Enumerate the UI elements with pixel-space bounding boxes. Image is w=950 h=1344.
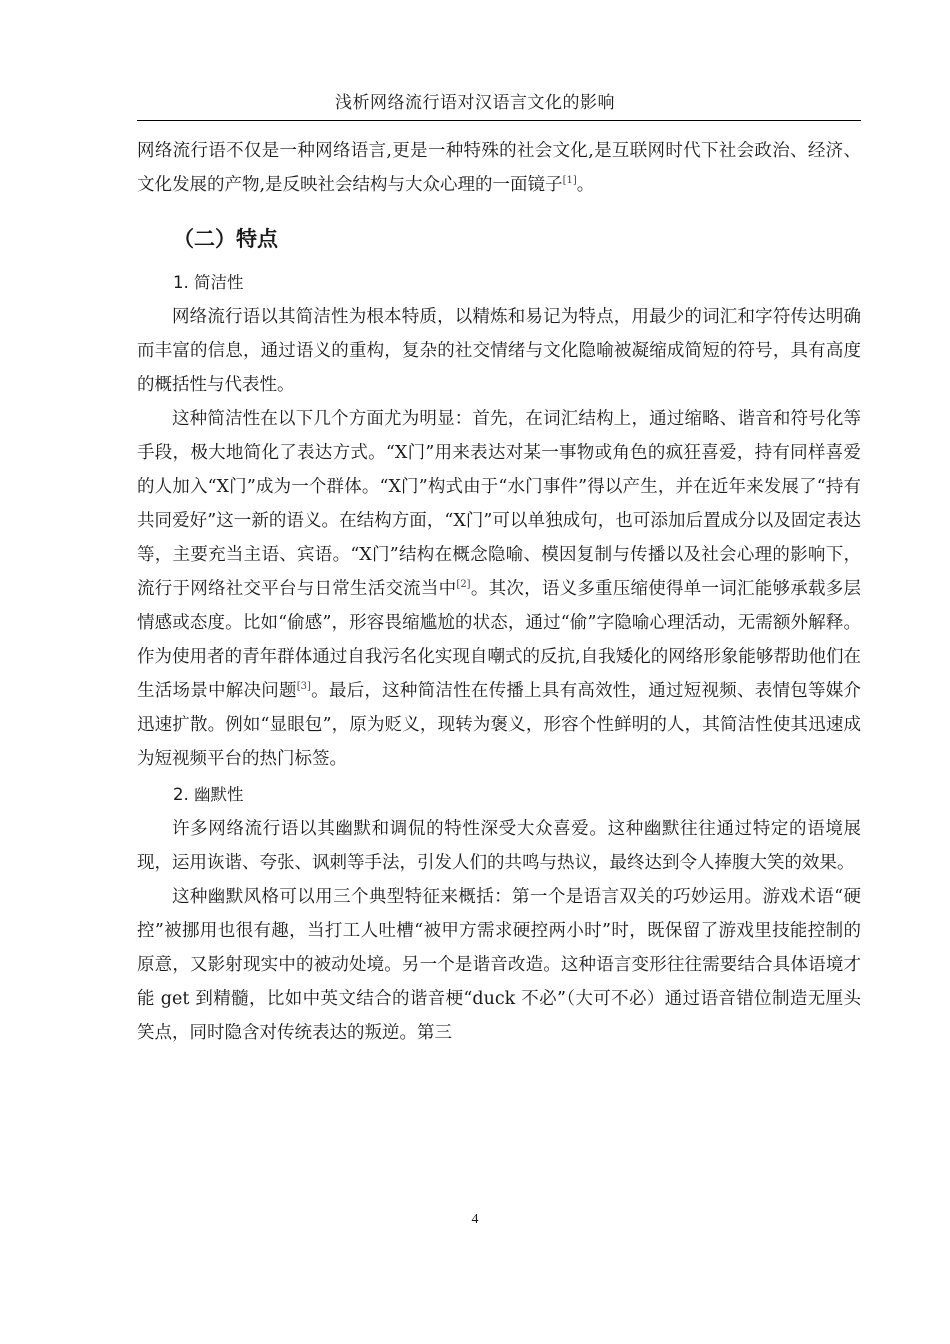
page-body (137, 134, 861, 1050)
conciseness-text-a: 这种简洁性在以下几个方面尤为明显：首先，在词汇结构上，通过缩略、谐音和符号化等手段，极大地简化了表达方式。“X门”用来表达对某一事物或角色的疯狂喜爱，持有同样喜爱的人加入“X门”成为一个群体。“X门”构式由于“水门事件”得以产生，并在近年来发展了“持有共同爱好”这一新的语义。在结构方面，“X门”可以单独成句，也可添加后置成分以及固定表达等，主要充当主语、宾语。“X门”结构在概念隐喻、模因复制与传播以及社会心理的影响下，流行于网络社交平台与日常生活交流当中 (137, 409, 861, 599)
conciseness-paragraph-2 (137, 402, 861, 776)
subheading-conciseness: 1. 简洁性 (173, 273, 244, 292)
humor-paragraph-1: 许多网络流行语以其幽默和调侃的特性深受大众喜爱。这种幽默往往通过特定的语境展现，运用诙谐、夸张、讽刺等手法，引发人们的共鸣与热议，最终达到令人捧腹大笑的效果。 (137, 819, 861, 873)
citation-3: [3] (296, 681, 311, 692)
page-number: 4 (471, 1212, 479, 1227)
conciseness-text-c: 。最后，这种简洁性在传播上具有高效性，通过短视频、表情包等媒介迅速扩散。例如“显眼包”，原为贬义，现转为褒义，形容个性鲜明的人，其简洁性使其迅速成为短视频平台的热门标签。 (137, 681, 862, 769)
header-divider (137, 120, 861, 121)
section-heading-features: （二）特点 (173, 227, 278, 251)
running-header-title: 浅析网络流行语对汉语言文化的影响 (335, 93, 615, 113)
humor-paragraph-2: 这种幽默风格可以用三个典型特征来概括：第一个是语言双关的巧妙运用。游戏术语“硬控”被挪用也很有趣，当打工人吐槽“被甲方需求硬控两小时”时，既保留了游戏里技能控制的原意，又影射现实中的被动处境。另一个是谐音改造。这种语言变形往往需要结合具体语境才能 get 到精髓，比如中英文结合的谐音梗“duck 不必”（大可不必）通过语音错位制造无厘头笑点，同时隐含对传统表达的叛逆。第三 (137, 887, 861, 1043)
intro-text: 网络流行语不仅是一种网络语言,更是一种特殊的社会文化,是互联网时代下社会政治、经济、文化发展的产物,是反映社会结构与大众心理的一面镜子 (137, 141, 861, 195)
intro-end: 。 (576, 175, 595, 195)
conciseness-paragraph-1: 网络流行语以其简洁性为根本特质，以精炼和易记为特点，用最少的词汇和字符传达明确而丰富的信息，通过语义的重构，复杂的社交情绪与文化隐喻被凝缩成简短的符号，具有高度的概括性与代表性。 (137, 307, 861, 395)
conciseness-text-b: 。其次，语义多重压缩使得单一词汇能够承载多层情感或态度。比如“偷感”，形容畏缩尴尬的状态，通过“偷”字隐喻心理活动，无需额外解释。作为使用者的青年群体通过自我污名化实现自嘲式的反抗,自我矮化的网络形象能够帮助他们在生活场景中解决问题 (137, 579, 861, 701)
subheading-humor: 2. 幽默性 (173, 785, 244, 804)
citation-2: [2] (456, 579, 471, 590)
intro-paragraph (137, 134, 861, 202)
citation-1: [1] (562, 175, 577, 186)
